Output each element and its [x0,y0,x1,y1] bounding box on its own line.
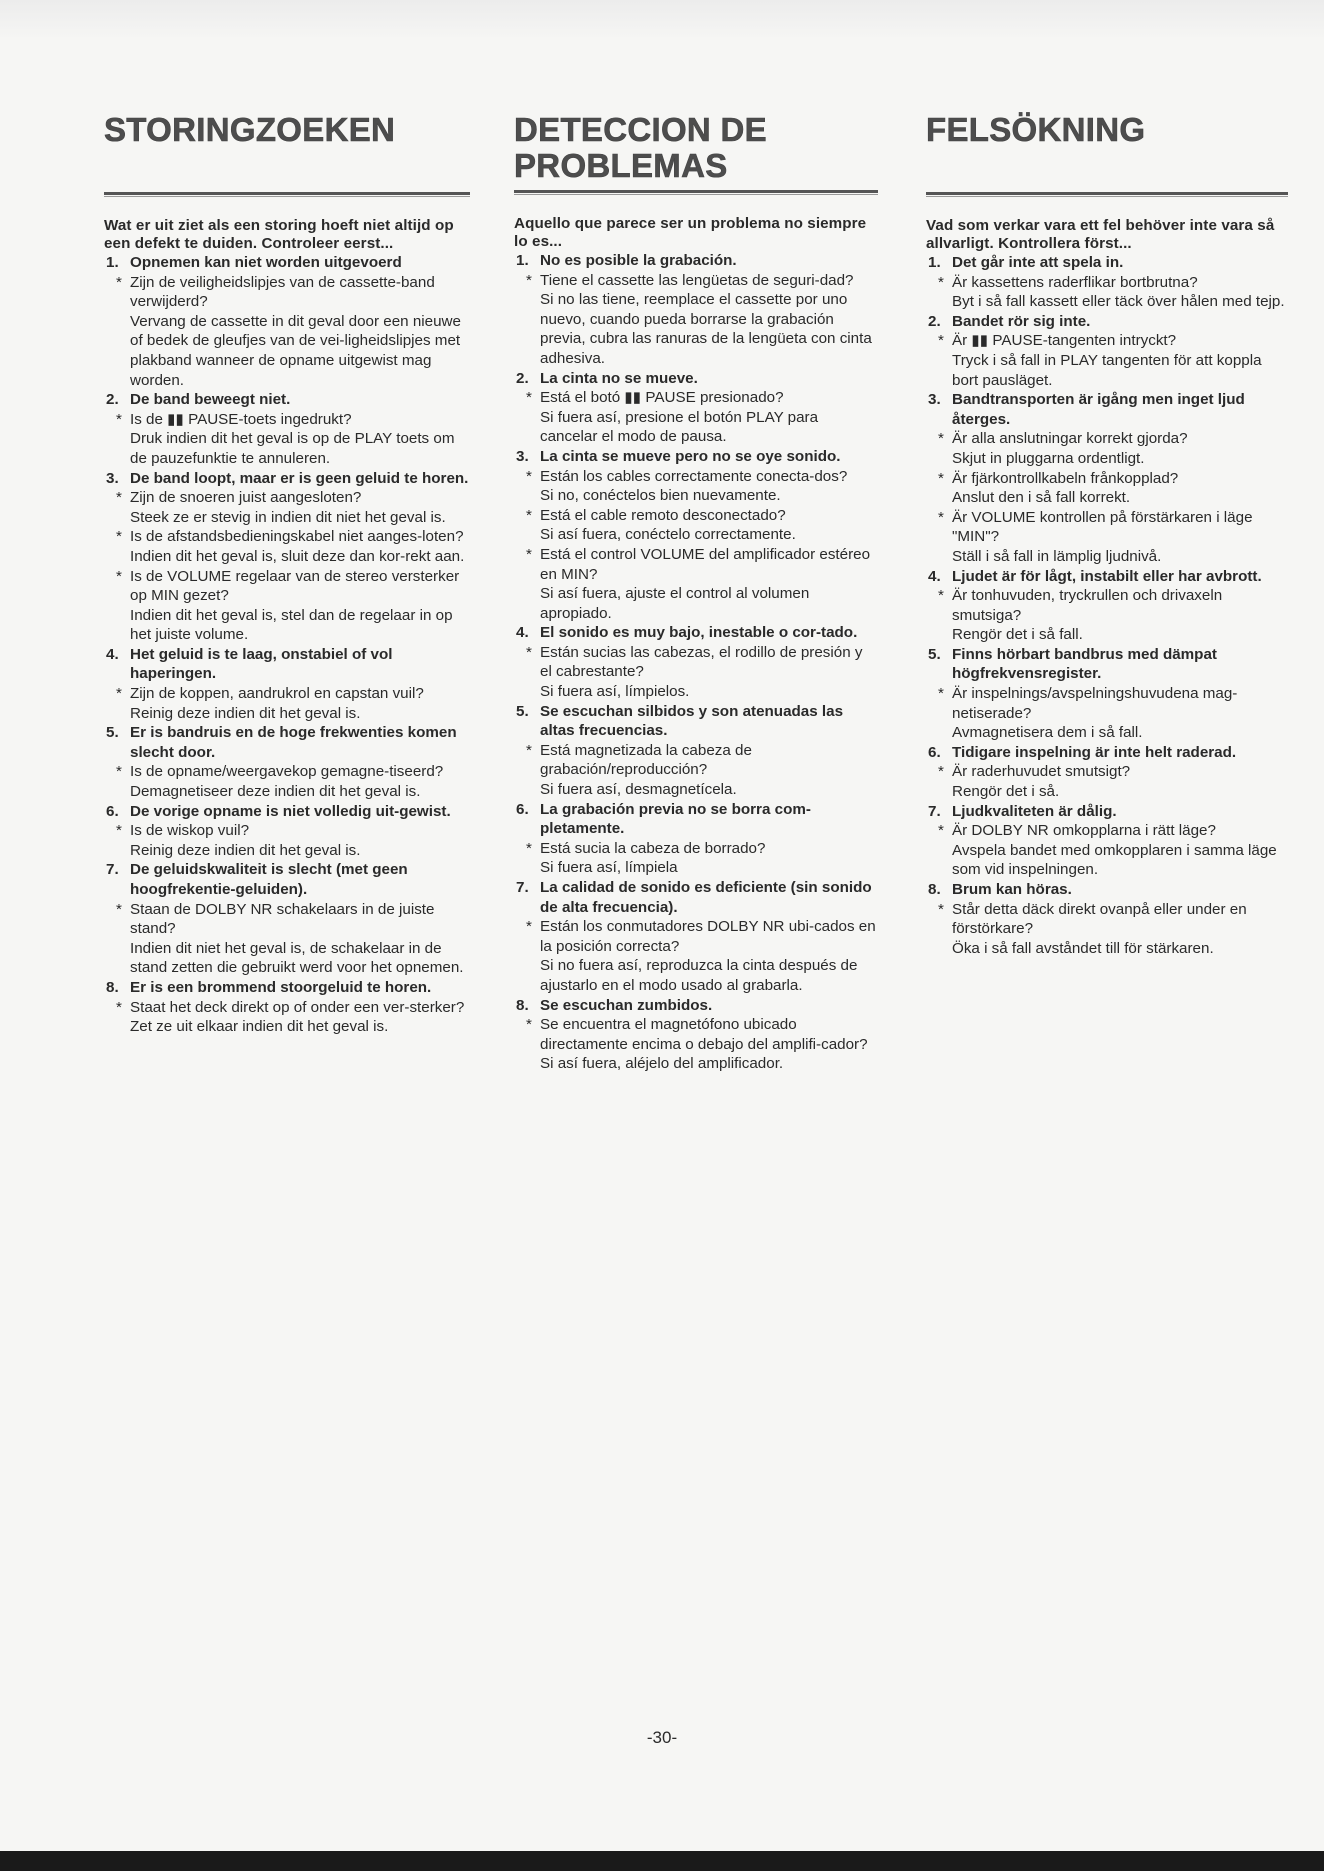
item-number: 8. [516,996,529,1014]
item-number: 1. [516,252,529,269]
troubleshooting-item [926,802,1288,880]
asterisk-bullet: * [526,1016,532,1034]
item-number: 7. [516,879,529,896]
section-heading: DETECCION DE PROBLEMAS [514,111,767,184]
troubleshooting-item [926,312,1288,390]
column-swedish [926,112,1288,958]
item-question [938,762,1288,782]
item-question [116,527,470,547]
item-answer: Si así fuera, conéctelo correctamente. [540,526,796,544]
troubleshooting-item [514,800,878,878]
asterisk-bullet: * [938,430,944,448]
troubleshooting-item [514,369,878,447]
asterisk-bullet: * [116,998,122,1016]
item-number: 2. [106,391,119,409]
troubleshooting-item [104,723,470,801]
item-answer: Vervang de cassette in dit geval door een nieuwe of bedek de gleufjes van de vei-ligheidslipjes met plakband wanneer de opname uitgewist mag worden. [130,312,461,389]
troubleshooting-item [104,390,470,468]
item-number: 6. [106,802,119,820]
item-title: De geluidskwaliteit is slecht (met geen hoogfrekentie-geluiden). [130,861,408,898]
item-question [116,488,470,508]
item-question [116,762,470,782]
troubleshooting-item [926,253,1288,312]
asterisk-bullet: * [116,900,122,918]
item-question [526,271,878,291]
item-answer: Ställ i så fall in lämplig ljudnivå. [952,547,1162,565]
item-answer: Si no las tiene, reemplace el cassette por uno nuevo, cuando pueda borrarse la grabación previa, cubra las ranuras de la lengüeta con cinta adhesiva. [540,291,872,367]
question-text: Står detta däck direkt ovanpå eller under en förstörkare? [952,900,1247,938]
question-text: Está sucia la cabeza de borrado? [540,839,766,857]
scan-bottom-bar [0,1851,1324,1871]
item-title: No es posible la grabación. [540,252,737,269]
asterisk-bullet: * [116,273,122,291]
troubleshooting-item [104,860,470,978]
troubleshooting-item [926,390,1288,566]
asterisk-bullet: * [526,506,532,524]
item-question [526,917,878,956]
item-question [938,273,1288,293]
question-text: Zijn de koppen, aandrukrol en capstan vuil? [130,685,424,703]
item-question [938,684,1288,723]
item-question [938,586,1288,625]
asterisk-bullet: * [938,822,944,840]
asterisk-bullet: * [116,685,122,703]
item-title: Brum kan höras. [952,881,1072,898]
troubleshooting-list [514,251,878,1074]
item-question [116,567,470,606]
item-question [938,900,1288,939]
item-number: 4. [106,645,119,663]
question-text: Está el control VOLUME del amplificador estéreo en MIN? [540,545,871,583]
item-answer: Rengör det i så. [952,783,1060,801]
troubleshooting-item [514,996,878,1074]
asterisk-bullet: * [938,763,944,781]
troubleshooting-item [104,802,470,861]
item-title: Ljudet är för lågt, instabilt eller har avbrott. [952,567,1262,585]
item-title: La grabación previa no se borra com-pletamente. [540,800,811,838]
troubleshooting-item [104,253,470,390]
item-answer: Indien dit het geval is, stel dan de regelaar in op het juiste volume. [130,606,453,644]
question-text: Están los cables correctamente conecta-dos? [540,467,848,485]
item-question [526,741,878,780]
item-title: Er is een brommend stoorgeluid te horen. [130,978,432,996]
asterisk-bullet: * [938,685,944,703]
question-text: Staan de DOLBY NR schakelaars in de juiste stand? [130,900,435,938]
item-answer: Steek ze er stevig in indien dit niet het geval is. [130,508,446,526]
item-question [116,684,470,704]
question-text: Se encuentra el magnetófono ubicado directamente encima o debajo del amplifi-cador? [540,1016,868,1053]
asterisk-bullet: * [526,467,532,485]
troubleshooting-item [926,567,1288,645]
question-text: Is de opname/weergavekop gemagne-tiseerd? [130,763,444,781]
question-text: Är tonhuvuden, tryckrullen och drivaxeln smutsiga? [952,587,1223,624]
item-question [526,643,878,682]
item-answer: Skjut in pluggarna ordentligt. [952,449,1145,467]
item-question [526,1015,878,1054]
item-answer: Reinig deze indien dit het geval is. [130,841,361,859]
item-answer: Anslut den i så fall korrekt. [952,489,1131,507]
item-question [116,821,470,841]
asterisk-bullet: * [938,273,944,291]
item-number: 1. [928,254,941,271]
question-text: Är raderhuvudet smutsigt? [952,763,1131,781]
asterisk-bullet: * [938,332,944,350]
question-text: Tiene el cassette las lengüetas de seguri-dad? [540,271,854,289]
item-title: Bandtransporten är igång men inget ljud återges. [952,391,1245,428]
troubleshooting-item [104,978,470,1037]
item-question [116,273,470,312]
question-text: Is de wiskop vuil? [130,822,250,840]
item-number: 5. [106,724,119,742]
item-number: 4. [516,624,529,642]
heading-rule [104,192,470,197]
item-question [526,388,878,408]
item-title: Se escuchan zumbidos. [540,996,713,1014]
item-answer: Si así fuera, ajuste el control al volumen apropiado. [540,585,810,622]
item-question [526,839,878,859]
item-title: De vorige opname is niet volledig uit-gewist. [130,802,451,820]
item-question [116,998,470,1018]
item-number: 3. [928,391,941,409]
troubleshooting-item [514,447,878,623]
troubleshooting-item [104,645,470,723]
item-number: 8. [106,978,119,996]
item-title: Het geluid is te laag, onstabiel of vol haperingen. [130,645,393,683]
troubleshooting-item [104,469,470,645]
question-text: Is de ▮▮ PAUSE-toets ingedrukt? [130,410,352,428]
troubleshooting-item [926,880,1288,958]
item-answer: Rengör det i så fall. [952,626,1083,644]
item-question [116,900,470,939]
item-answer: Byt i så fall kassett eller täck över hålen med tejp. [952,293,1285,311]
asterisk-bullet: * [116,528,122,546]
item-answer: Öka i så fall avståndet till för stärkaren. [952,939,1214,957]
item-answer: Avspela bandet med omkopplaren i samma läge som vid inspelningen. [952,841,1277,879]
item-title: La cinta se mueve pero no se oye sonido. [540,447,841,465]
item-number: 2. [516,369,529,387]
item-title: Tidigare inspelning är inte helt raderad. [952,743,1237,761]
heading-rule [926,192,1288,197]
troubleshooting-item [514,251,878,369]
question-text: Är inspelnings/avspelningshuvudena mag-netiserade? [952,685,1238,722]
asterisk-bullet: * [526,741,532,759]
asterisk-bullet: * [116,822,122,840]
heading-rule [514,190,878,195]
item-number: 4. [928,567,941,585]
item-number: 2. [928,312,941,330]
question-text: Är VOLUME kontrollen på förstärkaren i läge "MIN"? [952,508,1253,546]
asterisk-bullet: * [526,389,532,407]
item-number: 7. [928,802,941,820]
question-text: Är ▮▮ PAUSE-tangenten intryckt? [952,332,1177,350]
scan-top-band [0,0,1324,40]
item-question [938,429,1288,449]
item-question [526,545,878,584]
item-answer: Demagnetiseer deze indien dit het geval is. [130,783,421,801]
asterisk-bullet: * [526,643,532,661]
question-text: Is de afstandsbedieningskabel niet aanges-loten? [130,528,464,546]
item-question [116,410,470,430]
item-number: 3. [106,469,119,487]
troubleshooting-item [514,878,878,996]
question-text: Está magnetizada la cabeza de grabación/reproducción? [540,741,752,779]
item-number: 1. [106,254,119,271]
item-answer: Si fuera así, presione el botón PLAY para cancelar el modo de pausa. [540,408,819,446]
question-text: Är kassettens raderflikar bortbrutna? [952,273,1198,291]
column-spanish [514,112,878,1074]
item-question [526,506,878,526]
asterisk-bullet: * [116,763,122,781]
item-answer: Si no, conéctelos bien nuevamente. [540,487,781,505]
section-intro: Vad som verkar vara ett fel behöver inte vara så allvarligt. Kontrollera först... [926,217,1275,252]
troubleshooting-item [514,702,878,800]
item-number: 6. [928,743,941,761]
item-title: La cinta no se mueve. [540,369,698,387]
question-text: Är fjärkontrollkabeln frånkopplad? [952,469,1179,487]
item-number: 5. [516,702,529,720]
section-heading: FELSÖKNING [926,111,1146,148]
troubleshooting-item [514,623,878,701]
asterisk-bullet: * [526,839,532,857]
item-title: Finns hörbart bandbrus med dämpat högfrekvensregister. [952,645,1217,683]
item-answer: Si así fuera, aléjelo del amplificador. [540,1055,784,1073]
asterisk-bullet: * [938,508,944,526]
item-number: 8. [928,881,941,898]
question-text: Is de VOLUME regelaar van de stereo versterker op MIN gezet? [130,567,460,605]
question-text: Están sucias las cabezas, el rodillo de presión y el cabrestante? [540,643,863,681]
question-text: Está el botó ▮▮ PAUSE presionado? [540,389,784,407]
item-title: Det går inte att spela in. [952,254,1124,271]
question-text: Är DOLBY NR omkopplarna i rätt läge? [952,822,1216,840]
asterisk-bullet: * [938,900,944,918]
asterisk-bullet: * [938,469,944,487]
item-question [938,508,1288,547]
asterisk-bullet: * [526,271,532,289]
item-number: 6. [516,800,529,818]
asterisk-bullet: * [526,545,532,563]
item-question [938,469,1288,489]
asterisk-bullet: * [938,587,944,605]
item-answer: Tryck i så fall in PLAY tangenten för att koppla bort pausläget. [952,351,1262,389]
asterisk-bullet: * [116,489,122,507]
item-answer: Indien dit het geval is, sluit deze dan kor-rekt aan. [130,547,465,565]
question-text: Zijn de snoeren juist aangesloten? [130,489,362,507]
item-answer: Si fuera así, desmagnetícela. [540,781,737,799]
item-answer: Zet ze uit elkaar indien dit het geval is. [130,1018,389,1036]
item-answer: Indien dit niet het geval is, de schakelaar in de stand zetten die gebruikt werd voor het opnemen. [130,939,464,977]
item-title: Se escuchan silbidos y son atenuadas las altas frecuencias. [540,702,844,740]
item-number: 5. [928,645,941,663]
item-question [526,467,878,487]
item-title: Er is bandruis en de hoge frekwenties komen slecht door. [130,724,457,761]
question-text: Zijn de veiligheidslipjes van de cassette-band verwijderd? [130,273,435,311]
item-answer: Si no fuera así, reproduzca la cinta después de ajustarlo en el modo usado al grabarla. [540,957,858,994]
column-dutch [104,112,470,1037]
section-intro: Aquello que parece ser un problema no siempre lo es... [514,215,867,250]
item-title: La calidad de sonido es deficiente (sin sonido de alta frecuencia). [540,879,872,916]
item-answer: Si fuera así, límpiela [540,859,678,877]
question-text: Staat het deck direkt op of onder een ver-sterker? [130,998,465,1016]
item-title: Bandet rör sig inte. [952,312,1091,330]
item-answer: Avmagnetisera dem i så fall. [952,724,1143,742]
item-answer: Druk indien dit het geval is op de PLAY toets om de pauzefunktie te annuleren. [130,430,455,467]
troubleshooting-list [926,253,1288,958]
asterisk-bullet: * [526,918,532,936]
section-heading: STORINGZOEKEN [104,111,396,148]
item-title: Ljudkvaliteten är dålig. [952,802,1117,820]
asterisk-bullet: * [116,410,122,428]
item-number: 3. [516,447,529,465]
item-title: De band loopt, maar er is geen geluid te horen. [130,469,469,487]
troubleshooting-list [104,253,470,1037]
item-question [938,331,1288,351]
troubleshooting-item [926,645,1288,743]
item-title: Opnemen kan niet worden uitgevoerd [130,254,402,271]
item-title: De band beweegt niet. [130,391,291,409]
item-number: 7. [106,861,119,879]
troubleshooting-item [926,743,1288,802]
section-intro: Wat er uit ziet als een storing hoeft niet altijd op een defekt te duiden. Controleer eerst... [104,217,454,252]
item-title: El sonido es muy bajo, inestable o cor-tado. [540,624,858,642]
item-question [938,821,1288,841]
asterisk-bullet: * [116,567,122,585]
question-text: Están los conmutadores DOLBY NR ubi-cados en la posición correcta? [540,918,876,955]
item-answer: Si fuera así, límpielos. [540,683,690,701]
item-answer: Reinig deze indien dit het geval is. [130,704,361,722]
question-text: Está el cable remoto desconectado? [540,506,786,524]
question-text: Är alla anslutningar korrekt gjorda? [952,430,1188,448]
page-number: -30- [646,1728,678,1747]
